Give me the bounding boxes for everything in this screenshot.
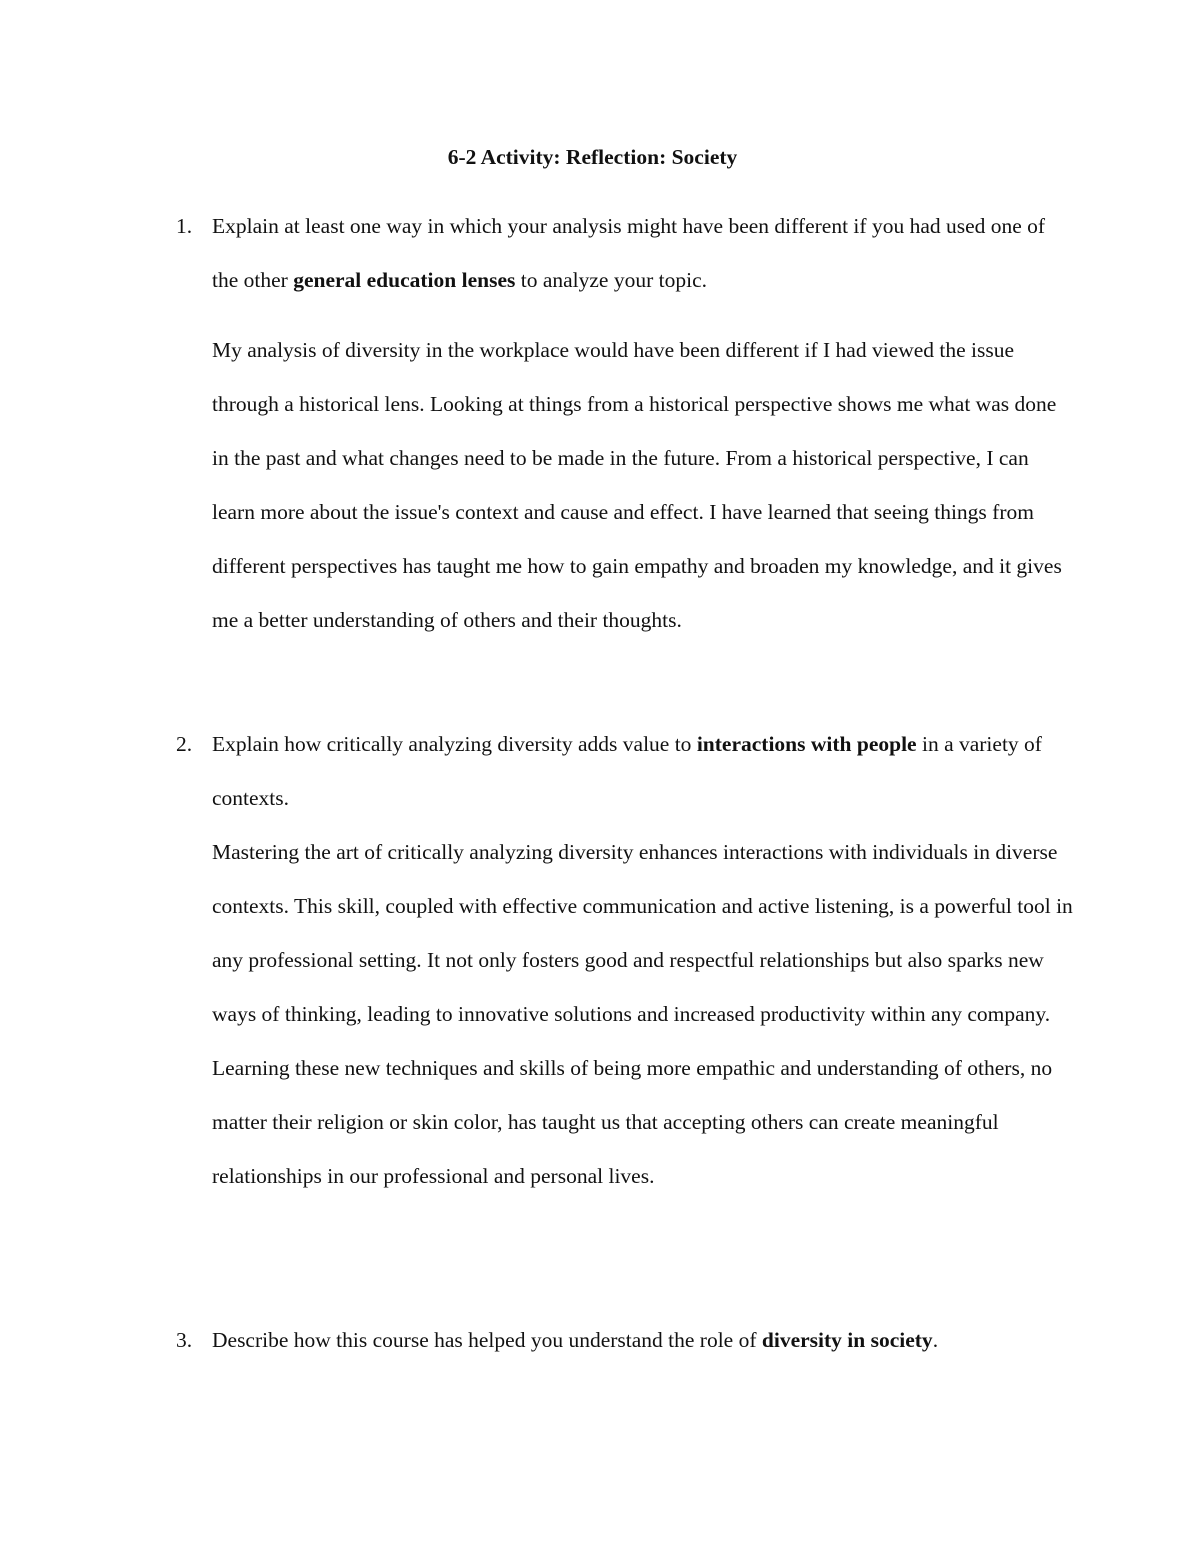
question-text-start: Explain how critically analyzing diversity adds value to	[212, 732, 697, 756]
question-text-start: Describe how this course has helped you understand the role of	[212, 1328, 762, 1352]
answer-1: My analysis of diversity in the workplace would have been different if I had viewed the issue through a historical lens. Looking at things from a historical perspective shows me what was done in the past and what changes need to be made in the future. From a historical perspective, I can learn more about the issue's context and cause and effect. I have learned that seeing things from different perspectives has taught me how to gain empathy and broaden my knowledge, and it gives me a better understanding of others and their thoughts.	[212, 338, 1062, 632]
answer-2: Mastering the art of critically analyzing diversity enhances interactions with individuals in diverse contexts. This skill, coupled with effective communication and active listening, is a powerful tool in any professional setting. It not only fosters good and respectful relationships but also sparks new ways of thinking, leading to innovative solutions and increased productivity within any company. Learning these new techniques and skills of being more empathic and understanding of others, no matter their religion or skin color, has taught us that accepting others can create meaningful relationships in our professional and personal lives.	[212, 840, 1073, 1188]
question-text	[212, 1313, 1076, 1367]
question-text-end: .	[932, 1328, 939, 1352]
question-3	[176, 1313, 1076, 1367]
question-1	[176, 199, 1066, 307]
question-text	[212, 199, 1066, 307]
question-emphasis: interactions with people	[696, 732, 917, 756]
question-text-start: Explain at least one way in which your analysis might have been different if you had used one of the other	[212, 214, 1046, 292]
question-text-end: to analyze your topic.	[515, 268, 708, 292]
question-emphasis: diversity in society	[761, 1328, 933, 1352]
question-emphasis: general education lenses	[293, 268, 516, 292]
question-text	[212, 717, 1042, 825]
document-title: 6-2 Activity: Reflection: Society	[447, 145, 738, 169]
question-2	[176, 717, 1042, 825]
question-text-end: in a variety of contexts.	[212, 732, 1042, 810]
question-number: 1.	[176, 214, 193, 238]
question-number: 2.	[176, 732, 193, 756]
question-number: 3.	[176, 1328, 193, 1352]
